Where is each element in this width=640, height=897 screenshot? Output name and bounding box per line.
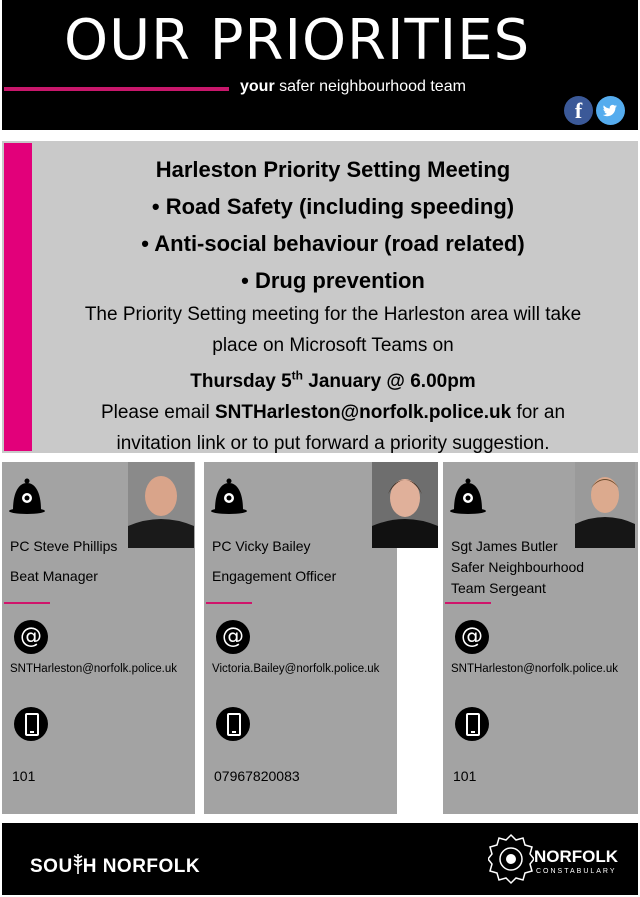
footer-banner bbox=[2, 823, 638, 895]
south-norfolk-logo: SOU H NORFOLK bbox=[30, 856, 201, 877]
norfolk-logo-text: NORFOLK bbox=[534, 847, 619, 866]
constabulary-crest-icon bbox=[488, 833, 534, 885]
officer-role: Engagement Officer bbox=[212, 568, 337, 584]
officer-email[interactable]: Victoria.Bailey@norfolk.police.uk bbox=[212, 663, 380, 675]
meeting-email-link[interactable]: SNTHarleston@norfolk.police.uk bbox=[215, 402, 512, 424]
officer-phone[interactable]: 101 bbox=[453, 768, 477, 784]
officer-photo bbox=[372, 462, 438, 548]
officer-photo bbox=[128, 462, 194, 548]
accent-line bbox=[4, 87, 229, 91]
facebook-icon[interactable]: f bbox=[564, 96, 593, 125]
wheat-icon bbox=[73, 854, 83, 874]
divider bbox=[4, 602, 50, 604]
email-icon: @ bbox=[14, 620, 48, 654]
officer-email[interactable]: SNTHarleston@norfolk.police.uk bbox=[451, 663, 618, 675]
header-banner bbox=[2, 0, 638, 130]
officer-portrait-icon bbox=[372, 462, 438, 548]
tagline: your safer neighbourhood team bbox=[240, 78, 466, 95]
page-title: OUR PRIORITIES bbox=[64, 8, 531, 73]
meeting-text bbox=[38, 151, 628, 459]
officer-name: PC Vicky Bailey bbox=[212, 538, 311, 554]
officer-name: Sgt James Butler bbox=[451, 538, 558, 554]
priority-item: • Road Safety (including speeding) bbox=[151, 194, 515, 219]
officer-portrait-icon bbox=[128, 462, 194, 548]
officer-portrait-icon bbox=[575, 462, 635, 548]
officer-email[interactable]: SNTHarleston@norfolk.police.uk bbox=[10, 663, 177, 675]
email-icon: @ bbox=[455, 620, 489, 654]
officer-card bbox=[204, 462, 397, 814]
twitter-bird-icon bbox=[596, 96, 625, 125]
officer-card bbox=[443, 462, 638, 814]
officer-phone[interactable]: 07967820083 bbox=[214, 768, 300, 784]
meeting-heading: Harleston Priority Setting Meeting bbox=[155, 157, 511, 182]
officer-photo bbox=[575, 462, 635, 548]
officer-card bbox=[2, 462, 195, 814]
phone-icon bbox=[455, 707, 489, 741]
police-helmet-icon bbox=[449, 478, 487, 514]
divider bbox=[445, 602, 491, 604]
police-helmet-icon bbox=[8, 478, 46, 514]
meeting-line: invitation link or to put forward a priority suggestion. bbox=[116, 433, 550, 455]
priority-item: • Anti-social behaviour (road related) bbox=[141, 231, 525, 256]
meeting-line: place on Microsoft Teams on bbox=[212, 335, 454, 356]
officer-name: PC Steve Phillips bbox=[10, 538, 118, 554]
divider bbox=[206, 602, 252, 604]
officer-role: Beat Manager bbox=[10, 568, 98, 584]
officer-role: Safer Neighbourhood Team Sergeant bbox=[451, 559, 585, 596]
email-icon: @ bbox=[216, 620, 250, 654]
police-helmet-icon bbox=[210, 478, 248, 514]
meeting-date: Thursday 5th January @ 6.00pm bbox=[190, 369, 476, 393]
twitter-icon[interactable] bbox=[596, 96, 625, 125]
phone-icon bbox=[14, 707, 48, 741]
meeting-email-line: Please email SNTHarleston@norfolk.police.uk for an bbox=[100, 402, 566, 424]
meeting-panel bbox=[2, 141, 638, 453]
meeting-line: The Priority Setting meeting for the Harleston area will take bbox=[84, 304, 582, 325]
priority-item: • Drug prevention bbox=[241, 268, 425, 293]
accent-bar bbox=[4, 143, 32, 451]
officer-phone[interactable]: 101 bbox=[12, 768, 36, 784]
constabulary-text: CONSTABULARY bbox=[536, 868, 617, 875]
phone-icon bbox=[216, 707, 250, 741]
